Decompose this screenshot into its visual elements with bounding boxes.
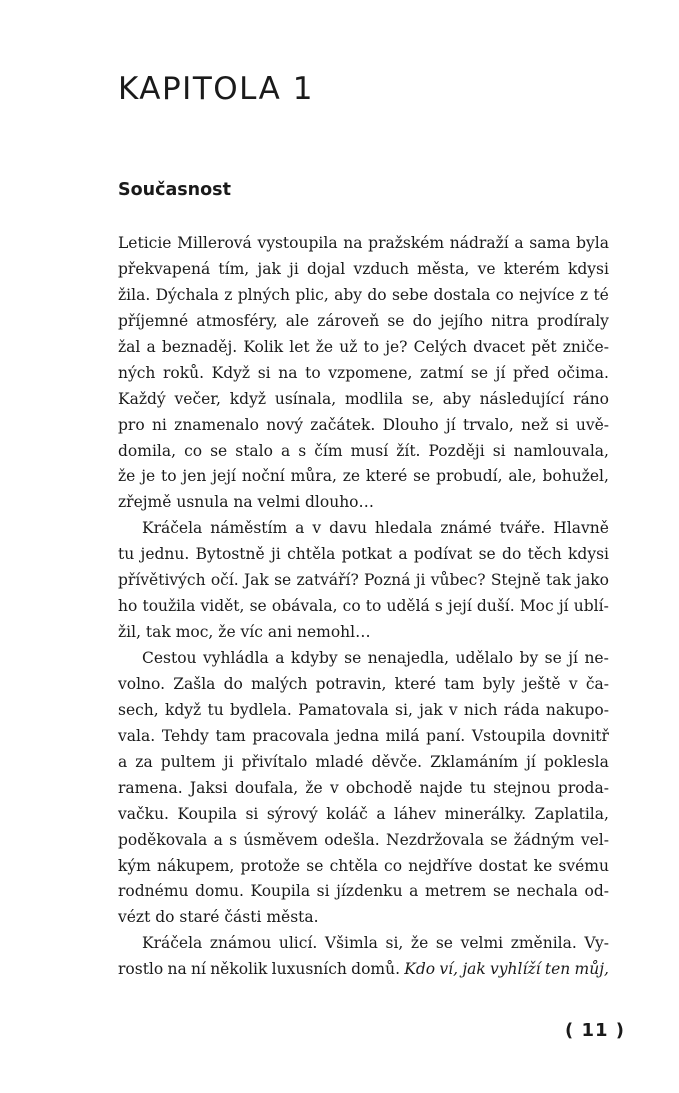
page-number: ( 11 ) bbox=[565, 1020, 626, 1041]
text-line: vačku. Koupila si sýrový koláč a láhev minerálky. Zaplatila, bbox=[118, 804, 609, 823]
body-text bbox=[118, 231, 609, 983]
text-line: sech, když tu bydlela. Pamatovala si, jak v nich ráda nakupo- bbox=[118, 700, 609, 719]
text-line: přívětivých očí. Jak se zatváří? Pozná ji vůbec? Stejně tak jako bbox=[118, 571, 609, 590]
text-line: vézt do staré části města. bbox=[118, 908, 319, 927]
text-line: Každý večer, když usínala, modlila se, aby následující ráno bbox=[118, 389, 609, 408]
text-line: ho toužila vidět, se obávala, co to udělá s její duší. Moc jí ublí- bbox=[118, 597, 609, 616]
text-line: příjemné atmosféry, ale zároveň se do jejího nitra prodíraly bbox=[118, 311, 609, 330]
text-line: že je to jen její noční můra, ze které se probudí, ale, bohužel, bbox=[118, 467, 609, 486]
text-line: kým nákupem, protože se chtěla co nejdříve dostat ke svému bbox=[118, 856, 609, 875]
text-line: překvapená tím, jak ji dojal vzduch města, ve kterém kdysi bbox=[118, 259, 609, 278]
text-line: vala. Tehdy tam pracovala jedna milá paní. Vstoupila dovnitř bbox=[118, 726, 609, 745]
text-line: Kráčela známou ulicí. Všimla si, že se velmi změnila. Vy- bbox=[142, 934, 609, 953]
text-line: žil, tak moc, že víc ani nemohl… bbox=[118, 623, 371, 642]
text-line: volno. Zašla do malých potravin, které tam byly ještě v ča- bbox=[118, 674, 609, 693]
text-line: pro ni znamenalo nový začátek. Dlouho jí trvalo, než si uvě- bbox=[118, 415, 609, 434]
text-line: Leticie Millerová vystoupila na pražském nádraží a sama byla bbox=[118, 234, 609, 252]
text-line: a za pultem ji přivítalo mladé děvče. Zklamáním jí poklesla bbox=[118, 752, 609, 771]
section-heading: Současnost bbox=[118, 180, 231, 200]
text-line: tu jednu. Bytostně ji chtěla potkat a podívat se do těch kdysi bbox=[118, 545, 609, 564]
text-line: Kráčela náměstím a v davu hledala známé tváře. Hlavně bbox=[142, 519, 609, 538]
text-line: ných roků. Když si na to vzpomene, zatmí se jí před očima. bbox=[118, 363, 609, 382]
text-line: Cestou vyhládla a kdyby se nenajedla, udělalo by se jí ne- bbox=[142, 649, 609, 667]
text-line: rodnému domu. Koupila si jízdenku a metrem se nechala od- bbox=[118, 882, 609, 901]
text-line: zřejmě usnula na velmi dlouho… bbox=[118, 493, 375, 512]
chapter-title: KAPITOLA 1 bbox=[118, 71, 314, 107]
text-line: poděkovala a s úsměvem odešla. Nezdržovala se žádným vel- bbox=[118, 830, 609, 849]
text-line: ramena. Jaksi doufala, že v obchodě najde tu stejnou proda- bbox=[118, 778, 609, 797]
text-line: rostlo na ní několik luxusních domů. Kdo ví, jak vyhlíží ten můj, bbox=[118, 960, 609, 979]
text-line: žal a beznaděj. Kolik let že už to je? Celých dvacet pět zniče- bbox=[118, 337, 609, 356]
text-line: domila, co se stalo a s čím musí žít. Později si namlouvala, bbox=[118, 441, 609, 460]
text-line: žila. Dýchala z plných plic, aby do sebe dostala co nejvíce z té bbox=[118, 285, 609, 304]
